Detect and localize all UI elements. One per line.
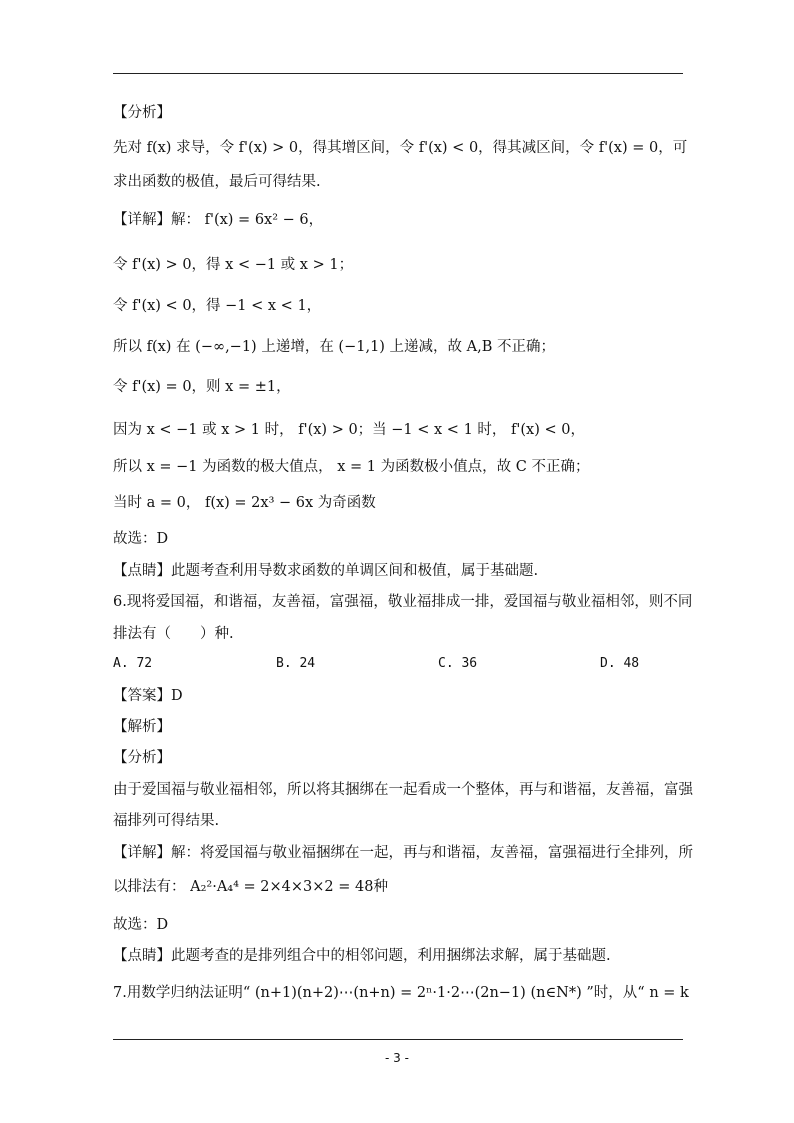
solution-critical-points: 令 f'(x) = 0，则 x = ±1， bbox=[113, 379, 291, 395]
analysis-text-1: 先对 f(x) 求导，令 f'(x) > 0，得其增区间，令 f'(x) < 0，得其减区间，令 f'(x) = 0，可 bbox=[113, 140, 688, 156]
option-c: C. 36 bbox=[438, 656, 478, 671]
choice-answer: 故选：D bbox=[113, 531, 169, 547]
analysis-2-text-1: 由于爱国福与敬业福相邻，所以将其捆绑在一起看成一个整体，再与和谐福，友善福，富强 bbox=[113, 782, 693, 798]
option-a: A. 72 bbox=[113, 656, 153, 671]
solution-increase-condition: 令 f'(x) > 0，得 x < −1 或 x > 1； bbox=[113, 257, 354, 273]
solution-2-text-2: 以排法有： A₂²·A₄⁴ = 2×4×3×2 = 48种 bbox=[113, 879, 388, 895]
question-7-text: 7.用数学归纳法证明“ (n+1)(n+2)⋯(n+n) = 2ⁿ·1·2⋯(2n−1) (n∈N*) ”时，从“ n = k bbox=[113, 985, 689, 1001]
analysis-heading: 【分析】 bbox=[113, 105, 171, 121]
page-number: - 3 - bbox=[385, 1051, 409, 1065]
analysis-2-text-2: 福排列可得结果. bbox=[113, 813, 220, 829]
solution-decrease-condition: 令 f'(x) < 0，得 −1 < x < 1， bbox=[113, 298, 322, 314]
solution-monotonicity: 所以 f(x) 在 (−∞,−1) 上递增，在 (−1,1) 上递减，故 A,B 不正确； bbox=[113, 339, 556, 355]
comment-note: 【点睛】此题考查利用导数求函数的单调区间和极值，属于基础题. bbox=[113, 563, 539, 579]
question-6-text-1: 6.现将爱国福，和谐福，友善福，富强福，敬业福排成一排，爱国福与敬业福相邻，则不同 bbox=[113, 594, 693, 610]
answer-label: 【答案】D bbox=[113, 688, 183, 704]
option-d: D. 48 bbox=[600, 656, 640, 671]
question-6-text-2: 排法有（ ）种. bbox=[113, 626, 234, 642]
solution-extrema: 所以 x = −1 为函数的极大值点， x = 1 为函数极小值点，故 C 不正确； bbox=[113, 459, 590, 475]
choice-answer-2: 故选：D bbox=[113, 917, 169, 933]
option-b: B. 24 bbox=[276, 656, 316, 671]
solution-odd-function: 当时 a = 0， f(x) = 2x³ − 6x 为奇函数 bbox=[113, 495, 376, 511]
comment-note-2: 【点睛】此题考查的是排列组合中的相邻问题，利用捆绑法求解，属于基础题. bbox=[113, 948, 611, 964]
analysis-heading-2: 【分析】 bbox=[113, 750, 171, 766]
explanation-label: 【解析】 bbox=[113, 719, 171, 735]
solution-2-text-1: 【详解】解：将爱国福与敬业福捆绑在一起，再与和谐福，友善福，富强福进行全排列，所 bbox=[113, 845, 693, 861]
header-rule bbox=[113, 73, 683, 74]
solution-derivative: 【详解】解： f'(x) = 6x² − 6， bbox=[113, 212, 324, 228]
footer-rule bbox=[113, 1039, 683, 1040]
solution-sign-analysis: 因为 x < −1 或 x > 1 时， f'(x) > 0；当 −1 < x < 1 时， f'(x) < 0， bbox=[113, 422, 585, 438]
analysis-text-2: 求出函数的极值，最后可得结果. bbox=[113, 174, 321, 190]
